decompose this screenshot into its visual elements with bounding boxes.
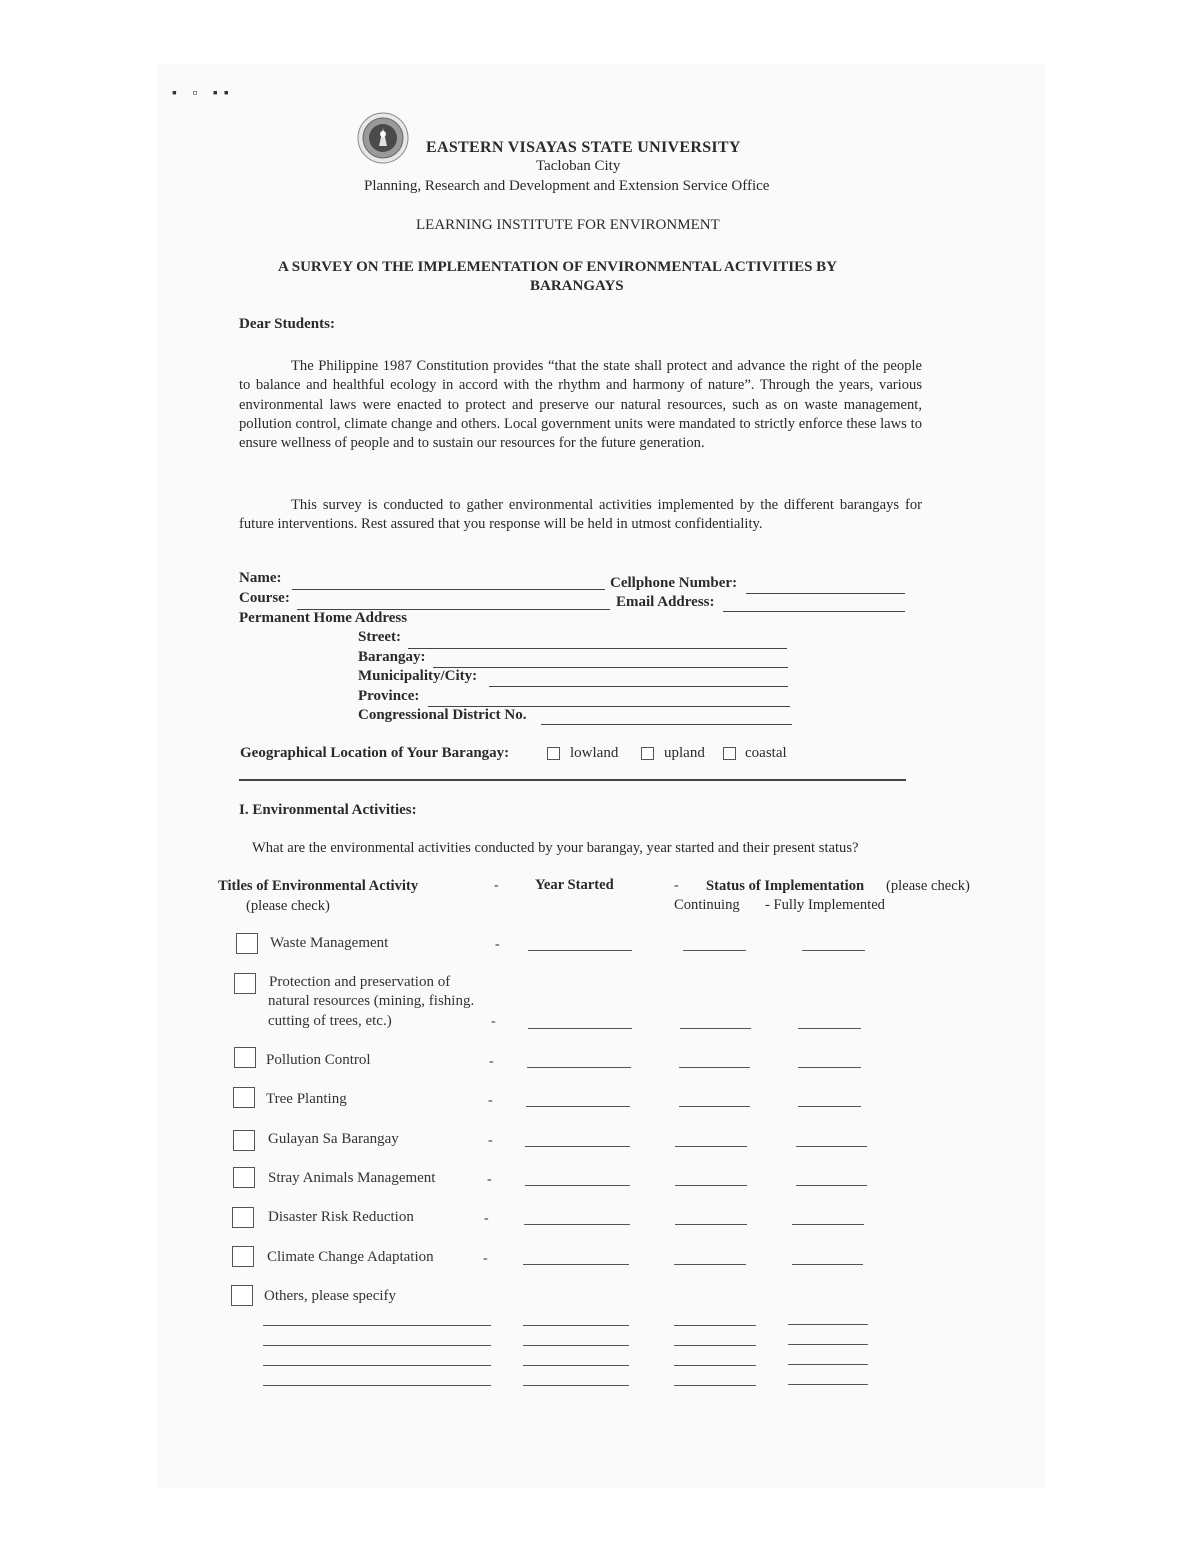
row-dash: - [488,1093,493,1108]
row-dash: - [488,1133,493,1148]
climate-change-checkbox[interactable] [232,1246,254,1267]
cellphone-field[interactable] [746,593,905,594]
survey-title-line2: BARANGAYS [530,278,624,294]
lowland-option: lowland [570,745,619,761]
fully-implemented-field[interactable] [788,1324,868,1325]
activity-climate-change-adaptation: Climate Change Adaptation [267,1249,434,1265]
upland-checkbox[interactable] [641,747,654,760]
activity-tree-planting: Tree Planting [266,1091,347,1107]
upland-option: upland [664,745,705,761]
protection-checkbox[interactable] [234,973,256,994]
stray-animals-checkbox[interactable] [233,1167,255,1188]
purpose-paragraph: This survey is conducted to gather environmental activities implemented by the different barangays for future interventions. Rest assured that you response will be held in utmost confidentiality. [239,497,922,533]
row-dash: - [491,1014,496,1029]
coastal-option: coastal [745,745,787,761]
col-status-header: Status of Implementation [706,878,865,894]
row-dash: - [495,937,500,952]
row-dash: - [489,1054,494,1069]
continuing-field[interactable] [675,1224,747,1225]
fully-implemented-field[interactable] [792,1224,864,1225]
district-field[interactable] [541,724,792,725]
year-started-field[interactable] [524,1224,630,1225]
col-continuing-header: Continuing [674,897,740,913]
email-field[interactable] [723,611,905,612]
street-field[interactable] [408,648,787,649]
name-label: Name: [239,570,282,586]
activity-others: Others, please specify [264,1288,397,1304]
province-label: Province: [358,688,420,704]
coastal-checkbox[interactable] [723,747,736,760]
university-seal-icon [357,112,409,164]
activity-gulayan-sa-barangay: Gulayan Sa Barangay [268,1131,399,1147]
year-started-field[interactable] [525,1185,630,1186]
activity-waste-management: Waste Management [270,935,389,951]
section1-heading: I. Environmental Activities: [239,802,417,818]
others-specify-field[interactable] [263,1325,491,1326]
others-specify-field[interactable] [263,1365,491,1366]
waste-management-checkbox[interactable] [236,933,258,954]
header-dash: - [494,878,499,893]
gulayan-checkbox[interactable] [233,1130,255,1151]
col-status-note: (please check) [886,878,970,894]
fully-implemented-field[interactable] [802,950,865,951]
others-specify-field[interactable] [263,1385,491,1386]
university-city: Tacloban City [536,158,621,174]
course-label: Course: [239,590,290,606]
continuing-field[interactable] [675,1185,747,1186]
year-started-field[interactable] [528,950,632,951]
row-dash: - [484,1211,489,1226]
continuing-field[interactable] [674,1264,746,1265]
institute-name: LEARNING INSTITUTE FOR ENVIRONMENT [416,217,720,233]
others-checkbox[interactable] [231,1285,253,1306]
cellphone-label: Cellphone Number: [610,575,738,591]
activity-protection-line3: cutting of trees, etc.) [268,1013,392,1029]
fully-implemented-field[interactable] [796,1185,867,1186]
fully-implemented-field[interactable] [788,1384,868,1385]
disaster-risk-checkbox[interactable] [232,1207,254,1228]
municipality-field[interactable] [489,686,788,687]
year-started-field[interactable] [523,1325,629,1326]
continuing-field[interactable] [680,1028,751,1029]
fully-implemented-field[interactable] [788,1344,868,1345]
intro-paragraph: The Philippine 1987 Constitution provides “that the state shall protect and advance the right of the people to balance and healthful ecology in accord with the rhythm and harmony of nature”. Through the years, various environmental laws were enacted to protect and preserve our natural resources, such as on waste management, pollution control, climate change and others. Local government units were mandated to strictly enforce these laws to ensure wellness of people and to sustain our resources for the future generation. [239,358,922,452]
section1-question: What are the environmental activities conducted by your barangay, year started and their present status? [252,840,859,856]
university-name: EASTERN VISAYAS STATE UNIVERSITY [426,139,741,156]
year-started-field[interactable] [527,1067,631,1068]
row-dash: - [487,1172,492,1187]
name-field[interactable] [292,589,605,590]
continuing-field[interactable] [674,1385,756,1386]
office-name: Planning, Research and Development and Extension Service Office [364,178,770,194]
continuing-field[interactable] [679,1067,750,1068]
survey-title-line1: A SURVEY ON THE IMPLEMENTATION OF ENVIRONMENTAL ACTIVITIES BY [278,259,838,275]
salutation: Dear Students: [239,316,335,332]
continuing-field[interactable] [679,1106,750,1107]
activity-protection-line2: natural resources (mining, fishing. [268,993,475,1009]
year-started-field[interactable] [526,1106,630,1107]
year-started-field[interactable] [523,1345,629,1346]
fully-implemented-field[interactable] [792,1264,863,1265]
municipality-label: Municipality/City: [358,668,478,684]
year-started-field[interactable] [523,1264,629,1265]
activity-stray-animals-management: Stray Animals Management [268,1170,436,1186]
district-label: Congressional District No. [358,707,527,723]
fully-implemented-field[interactable] [788,1364,868,1365]
year-started-field[interactable] [525,1146,630,1147]
year-started-field[interactable] [523,1385,629,1386]
continuing-field[interactable] [674,1345,756,1346]
year-started-field[interactable] [523,1365,629,1366]
continuing-field[interactable] [675,1146,747,1147]
year-started-field[interactable] [528,1028,632,1029]
fully-implemented-field[interactable] [798,1067,861,1068]
fully-implemented-field[interactable] [798,1106,861,1107]
continuing-field[interactable] [674,1365,756,1366]
col-title-header: Titles of Environmental Activity [218,878,419,894]
col-title-sub: (please check) [246,898,330,914]
pollution-control-checkbox[interactable] [234,1047,256,1068]
section-divider [239,779,906,781]
permanent-address-label: Permanent Home Address [239,610,408,626]
stray-marks: ▪ ▫ ▪▪ [172,86,235,101]
barangay-field[interactable] [433,667,788,668]
activity-pollution-control: Pollution Control [266,1052,371,1068]
fully-implemented-field[interactable] [796,1146,867,1147]
others-specify-field[interactable] [263,1345,491,1346]
fully-implemented-field[interactable] [798,1028,861,1029]
row-dash: - [483,1251,488,1266]
continuing-field[interactable] [674,1325,756,1326]
col-fully-header: - Fully Implemented [765,897,885,913]
barangay-label: Barangay: [358,649,426,665]
activity-disaster-risk-reduction: Disaster Risk Reduction [268,1209,414,1225]
lowland-checkbox[interactable] [547,747,560,760]
email-label: Email Address: [616,594,715,610]
street-label: Street: [358,629,402,645]
tree-planting-checkbox[interactable] [233,1087,255,1108]
col-year-header: Year Started [535,877,614,893]
activity-protection-line1: Protection and preservation of [269,974,451,990]
geo-location-label: Geographical Location of Your Barangay: [240,745,510,761]
continuing-field[interactable] [683,950,746,951]
header-dash: - [674,878,679,893]
